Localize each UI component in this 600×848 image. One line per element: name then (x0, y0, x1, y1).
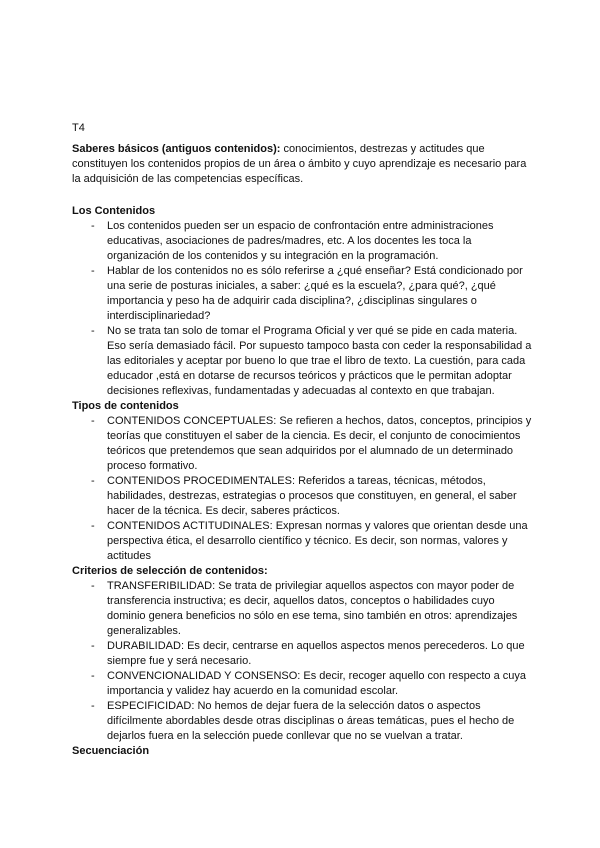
document-body (72, 121, 532, 759)
list-item: - Hablar de los contenidos no es sólo referirse a ¿qué enseñar? Está condicionado por una serie de posturas iniciales, a saber: ¿qué es la escuela?, ¿para qué?, ¿qué importancia y peso ha de adquirir cada disciplina?, ¿disciplinas singulares o interdisciplinariedad? (72, 264, 532, 324)
list-contenidos (72, 219, 532, 399)
list-item: - DURABILIDAD: Es decir, centrarse en aquellos aspectos menos perecederos. Lo que siempre fue y será necesario. (72, 639, 532, 669)
section-title-contenidos: Los Contenidos (72, 205, 156, 217)
intro-paragraph (72, 142, 532, 187)
list-item: - CONVENCIONALIDAD Y CONSENSO: Es decir, recoger aquello con respecto a cuya importancia y validez hay acuerdo en la comunidad escolar. (72, 669, 532, 699)
list-item: - Los contenidos pueden ser un espacio de confrontación entre administraciones educativas, asociaciones de padres/madres, etc. A los docentes les toca la organización de los contenidos y su integración en la programación. (72, 219, 532, 264)
section-title-tipos: Tipos de contenidos (72, 400, 179, 412)
intro-term: Saberes básicos (antiguos contenidos): (72, 143, 281, 155)
document-label: T4 (72, 122, 85, 134)
list-tipos (72, 414, 532, 564)
list-item: - CONTENIDOS ACTITUDINALES: Expresan normas y valores que orientan desde una perspectiva ética, el desarrollo científico y técnico. Es decir, son normas, valores y actitudes (72, 519, 532, 564)
list-item: - CONTENIDOS PROCEDIMENTALES: Referidos a tareas, técnicas, métodos, habilidades, destrezas, estrategias o procesos que constituyen, en general, el saber hacer de la técnica. Es decir, saberes prácticos. (72, 474, 532, 519)
list-criterios (72, 579, 532, 744)
list-item: - No se trata tan solo de tomar el Programa Oficial y ver qué se pide en cada materia. Eso sería demasiado fácil. Por supuesto tampoco basta con ceder la responsabilidad a las editoriales y aceptar por bueno lo que trae el libro de texto. La cuestión, para cada educador ,está en dotarse de recursos teóricos y prácticos que le permitan adoptar decisiones reflexivas, fundamentadas y adecuadas al contexto en que trabajan. (72, 324, 532, 399)
section-title-secuenciacion: Secuenciación (72, 745, 150, 757)
list-item: - CONTENIDOS CONCEPTUALES: Se refieren a hechos, datos, conceptos, principios y teorías que constituyen el saber de la ciencia. Es decir, el conjunto de conocimientos teóricos que pretendemos que sean adquiridos por el alumnado de un determinado proceso formativo. (72, 414, 532, 474)
list-item: - TRANSFERIBILIDAD: Se trata de privilegiar aquellos aspectos con mayor poder de transferencia instructiva; es decir, aquellos datos, conceptos o habilidades cuyo dominio genera beneficios no sólo en ese tema, sino también en otros: aprendizajes generalizables. (72, 579, 532, 639)
intro-definition: conocimientos, destrezas y actitudes que constituyen los contenidos propios de un área o ámbito y cuyo aprendizaje es necesario para la adquisición de las competencias específicas. (72, 143, 527, 185)
list-item: - ESPECIFICIDAD: No hemos de dejar fuera de la selección datos o aspectos difícilmente abordables desde otras disciplinas o áreas temáticas, pues el hecho de dejarlos fuera en la selección puede conllevar que no se vuelvan a tratar. (72, 699, 532, 744)
section-title-criterios: Criterios de selección de contenidos: (72, 565, 268, 577)
